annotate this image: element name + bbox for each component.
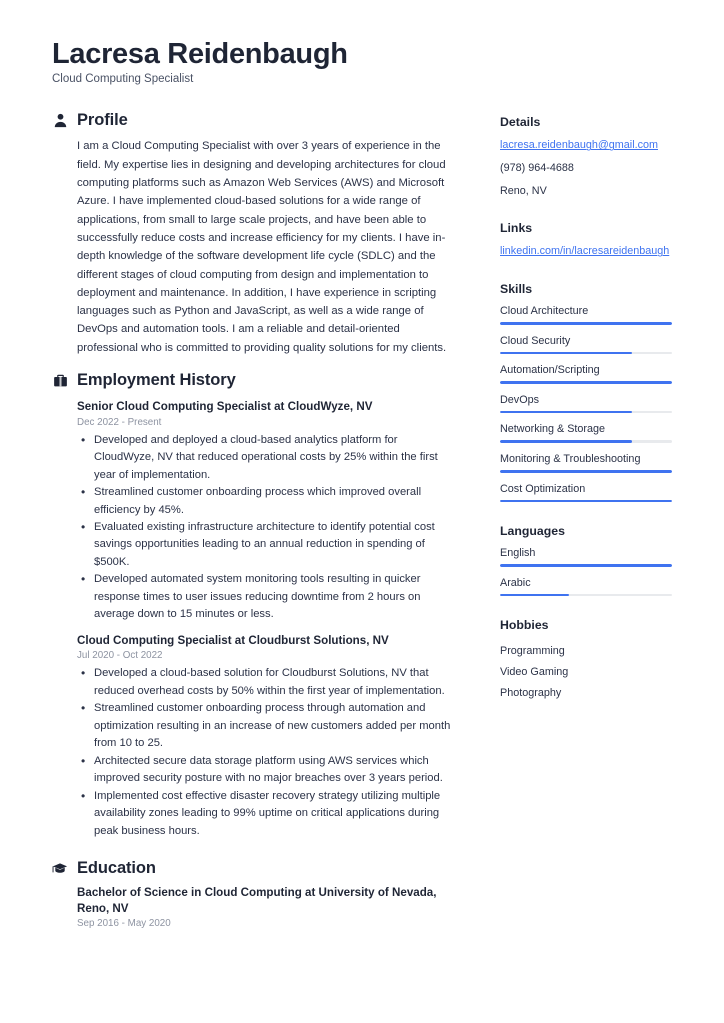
hobby-item: Photography [500,687,562,700]
job-date: Jul 2020 - Oct 2022 [77,650,163,662]
section-header-employment [52,371,456,390]
sidebar-title-skills: Skills [500,282,533,297]
skill-bar-track [500,381,672,384]
sidebar-section-hobbies [500,618,690,704]
email-link[interactable]: lacresa.reidenbaugh@gmail.com [500,139,658,152]
skill-label: Cost Optimization [500,482,586,495]
job-bullet: • Implemented cost effective disaster recovery strategy utilizing multiple availability zones leading to 99% uptime on critical applications during peak business hours. [77,788,456,840]
sidebar-title-languages: Languages [500,524,565,539]
skill-bar-fill [500,411,632,414]
skill-bar-fill [500,440,632,443]
skill-label: Automation/Scripting [500,364,600,377]
skill-item [500,394,690,414]
graduation-cap-icon [52,861,68,877]
job-bullets [77,665,456,840]
language-bar-fill [500,594,569,597]
candidate-name: Lacresa Reidenbaugh [52,38,348,70]
education-entry [77,885,456,929]
skill-label: Cloud Architecture [500,305,589,318]
language-bar-track [500,564,672,567]
language-item [500,547,690,567]
language-bar-fill [500,564,672,567]
skill-bar-track [500,411,672,414]
skill-bar-fill [500,381,672,384]
skill-label: Monitoring & Troubleshooting [500,453,641,465]
job-title: Cloud Computing Specialist at Cloudburst Solutions, NV [77,633,389,647]
skill-bar-track [500,322,672,325]
skill-item [500,335,690,355]
section-header-profile [52,111,456,130]
language-label: English [500,547,536,560]
job-bullet: • Developed a cloud-based solution for Cloudburst Solutions, NV that reduced overhead costs by 50% within the first year of implementation. [77,665,456,700]
skill-bar-track [500,440,672,443]
skill-item [500,364,690,384]
profile-text: I am a Cloud Computing Specialist with over 3 years of experience in the field. My expertise lies in designing and developing architectures for cloud computing platforms such as Amazon Web Services (AWS) and Microsoft Azure. I have implemented cloud-based solutions for a wide range of applications, from small to large scale projects, and have been able to successfully reduce costs and increase efficiency for my clients. I have in-depth knowledge of the software development life cycle (SDLC) and the different stages of cloud computing from design and implementation to deployment and maintenance. In addition, I have experience in scripting languages such as Python and JavaScript, as well as a wide range of DevOps and automation tools. I am a reliable and detail-oriented professional who is committed to providing quality solutions for my clients. [77,140,447,354]
skill-bar-track [500,500,672,503]
section-title-profile: Profile [77,111,128,130]
job-bullet: • Streamlined customer onboarding process through automation and optimization resulting in an increase of new customers added per month from 10 to 25. [77,700,456,752]
sidebar-column [500,111,690,726]
skill-label: Networking & Storage [500,423,606,436]
location-text: Reno, NV [500,184,547,197]
sidebar-section-details [500,115,690,199]
linkedin-link[interactable]: linkedin.com/in/lacresareidenbaugh [500,245,670,258]
language-bar-track [500,594,672,597]
resume-body [52,111,684,934]
skill-label: DevOps [500,393,540,406]
section-title-employment: Employment History [77,371,236,390]
main-column [52,111,456,934]
person-icon [52,113,68,129]
sidebar-title-details: Details [500,115,541,130]
skill-bar-fill [500,352,632,355]
section-profile [52,111,456,357]
job-bullet: • Streamlined customer onboarding process which improved overall efficiency by 45%. [77,484,456,519]
skill-item [500,423,690,443]
section-header-education [52,859,456,878]
sidebar-section-skills [500,282,690,502]
briefcase-icon [52,373,68,389]
sidebar-title-hobbies: Hobbies [500,618,549,633]
hobby-item: Video Gaming [500,666,569,679]
section-title-education: Education [77,859,156,878]
sidebar-title-links: Links [500,221,533,236]
employment-entry [77,633,456,840]
language-item [500,577,690,597]
degree-title: Bachelor of Science in Cloud Computing at University of Nevada, Reno, NV [77,886,437,915]
job-date: Dec 2022 - Present [77,416,162,428]
skill-label: Cloud Security [500,334,571,347]
job-bullet: • Evaluated existing infrastructure architecture to identify potential cost savings opportunities leading to an annual reduction in spending of $500K. [77,519,456,571]
skill-item [500,453,690,473]
sidebar-section-languages [500,524,690,596]
job-title: Senior Cloud Computing Specialist at CloudWyze, NV [77,400,373,414]
skill-item [500,305,690,325]
job-bullet: • Developed automated system monitoring tools resulting in quicker response times to user issues reducing downtime from 2 hours on average down to 15 minutes or less. [77,571,456,623]
employment-entry [77,399,456,624]
skill-bar-fill [500,500,672,503]
job-bullets [77,432,456,624]
skill-bar-track [500,470,672,473]
phone-text: (978) 964-4688 [500,162,574,175]
language-label: Arabic [500,576,531,589]
sidebar-section-links [500,221,690,260]
job-bullet: • Architected secure data storage platform using AWS services which improved security posture with no major breaches over 3 years period. [77,753,456,788]
section-employment [52,371,456,840]
skill-bar-track [500,352,672,355]
skill-bar-fill [500,470,672,473]
candidate-job-title: Cloud Computing Specialist [52,73,194,86]
job-bullet: • Developed and deployed a cloud-based analytics platform for CloudWyze, NV that reduced operational costs by 25% within the first year of implementation. [77,432,456,484]
hobby-item: Programming [500,645,565,658]
skill-item [500,483,690,503]
section-education [52,859,456,929]
skill-bar-fill [500,322,672,325]
degree-date: Sep 2016 - May 2020 [77,918,171,930]
resume-header [52,38,684,85]
